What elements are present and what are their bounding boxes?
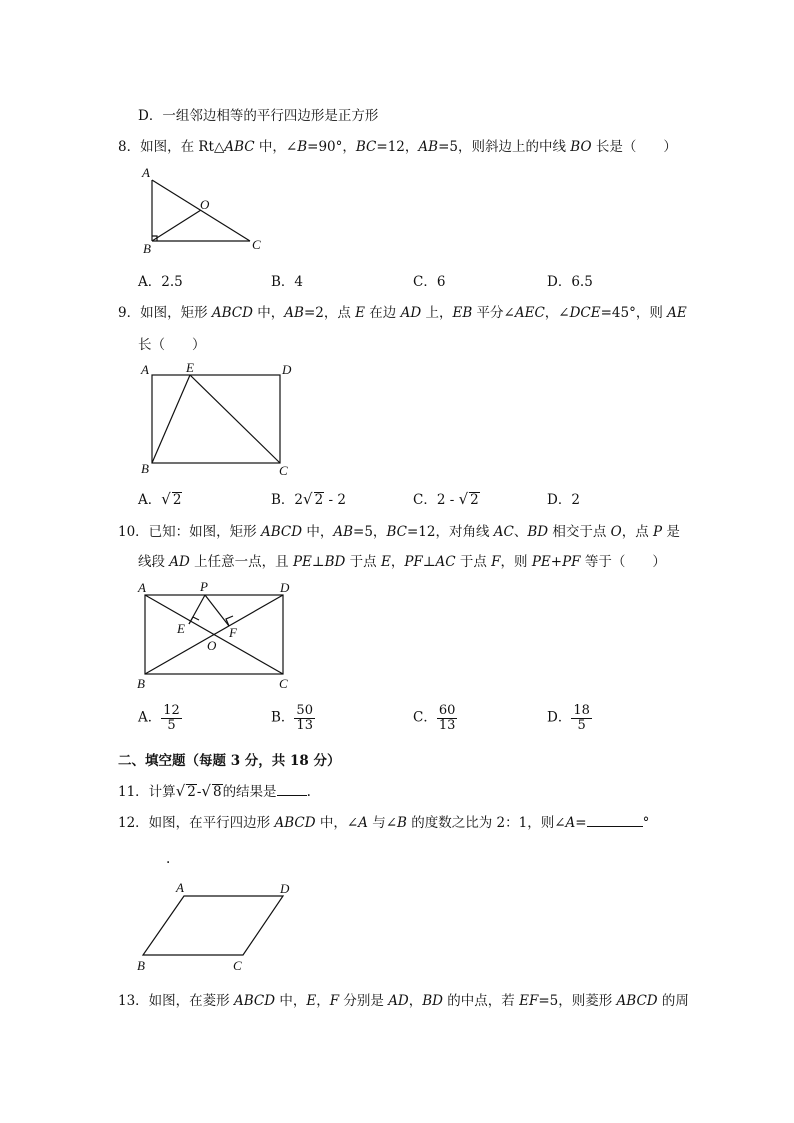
q8-label-o: O: [200, 197, 210, 212]
q12-label-a: A: [176, 880, 184, 895]
q10-label-p: P: [200, 579, 208, 594]
q12-label-c: C: [233, 958, 242, 973]
q8-option-b: B．4: [271, 274, 304, 290]
q8-label-c: C: [252, 237, 261, 252]
q12-stem: 12．如图，在平行四边形 ABCD 中，∠A 与∠B 的度数之比为 2：1，则∠A= °: [118, 815, 650, 831]
q8-option-d: D．6.5: [547, 274, 593, 290]
q10-label-d: D: [280, 580, 290, 595]
q9-option-a: A．√ 2: [138, 490, 182, 508]
q12-label-d: D: [280, 881, 290, 896]
q10-label-a: A: [138, 580, 146, 595]
q10-label-f: F: [229, 625, 237, 640]
q10-stem-line1: 10．已知：如图，矩形 ABCD 中，AB=5，BC=12，对角线 AC、BD 相交于点 O，点 P 是: [118, 524, 680, 540]
q9-label-a: A: [141, 362, 149, 377]
q9-option-d: D．2: [547, 492, 580, 508]
q9-option-b: B．2√ 2 - 2: [271, 490, 346, 508]
q8-label-b: B: [143, 241, 151, 256]
q12-label-b: B: [137, 958, 145, 973]
q9-option-c: C．2 - √ 2: [413, 490, 479, 508]
q9-stem-line2: 长（ ）: [138, 337, 206, 353]
q9-label-d: D: [282, 362, 292, 377]
q9-label-e: E: [186, 360, 194, 375]
q12-dot: .: [166, 851, 171, 867]
q10-label-e: E: [177, 621, 185, 636]
q7-option-d: D．一组邻边相等的平行四边形是正方形: [138, 108, 379, 124]
q10-option-c: C． $\frac{60}{13}$: [413, 703, 456, 733]
section-2-heading: 二、填空题（每题 3 分，共 18 分）: [118, 753, 341, 769]
q8-stem: 8．如图，在 Rt△ABC 中，∠B=90°，BC=12，AB=5，则斜边上的中线 BO 长是（ ）: [118, 139, 677, 155]
q10-stem-line2: 线段 AD 上任意一点，且 PE⊥BD 于点 E，PF⊥AC 于点 F，则 PE+PF 等于（ ）: [138, 554, 666, 570]
q10-option-d: D． $\frac{18}{5}$: [547, 703, 590, 733]
q13-stem: 13．如图，在菱形 ABCD 中，E，F 分别是 AD，BD 的中点，若 EF=5，则菱形 ABCD 的周: [118, 993, 689, 1009]
q10-label-o: O: [207, 638, 217, 653]
q10-option-a: A． $\frac{12}{5}$: [138, 703, 180, 733]
q8-label-a: A: [142, 165, 150, 180]
q10-label-b: B: [137, 676, 145, 691]
q8-option-a: A．2.5: [138, 274, 183, 290]
q10-option-b: B． $\frac{50}{13}$: [271, 703, 313, 733]
q9-stem-line1: 9．如图，矩形 ABCD 中，AB=2，点 E 在边 AD 上，EB 平分∠AEC，∠DCE=45°，则 AE: [118, 305, 687, 321]
q9-label-b: B: [141, 461, 149, 476]
q10-label-c: C: [279, 676, 288, 691]
q9-label-c: C: [279, 463, 288, 478]
q8-option-c: C．6: [413, 274, 446, 290]
q11-stem: 11．计算√ 2-√ 8的结果是 .: [118, 782, 311, 800]
